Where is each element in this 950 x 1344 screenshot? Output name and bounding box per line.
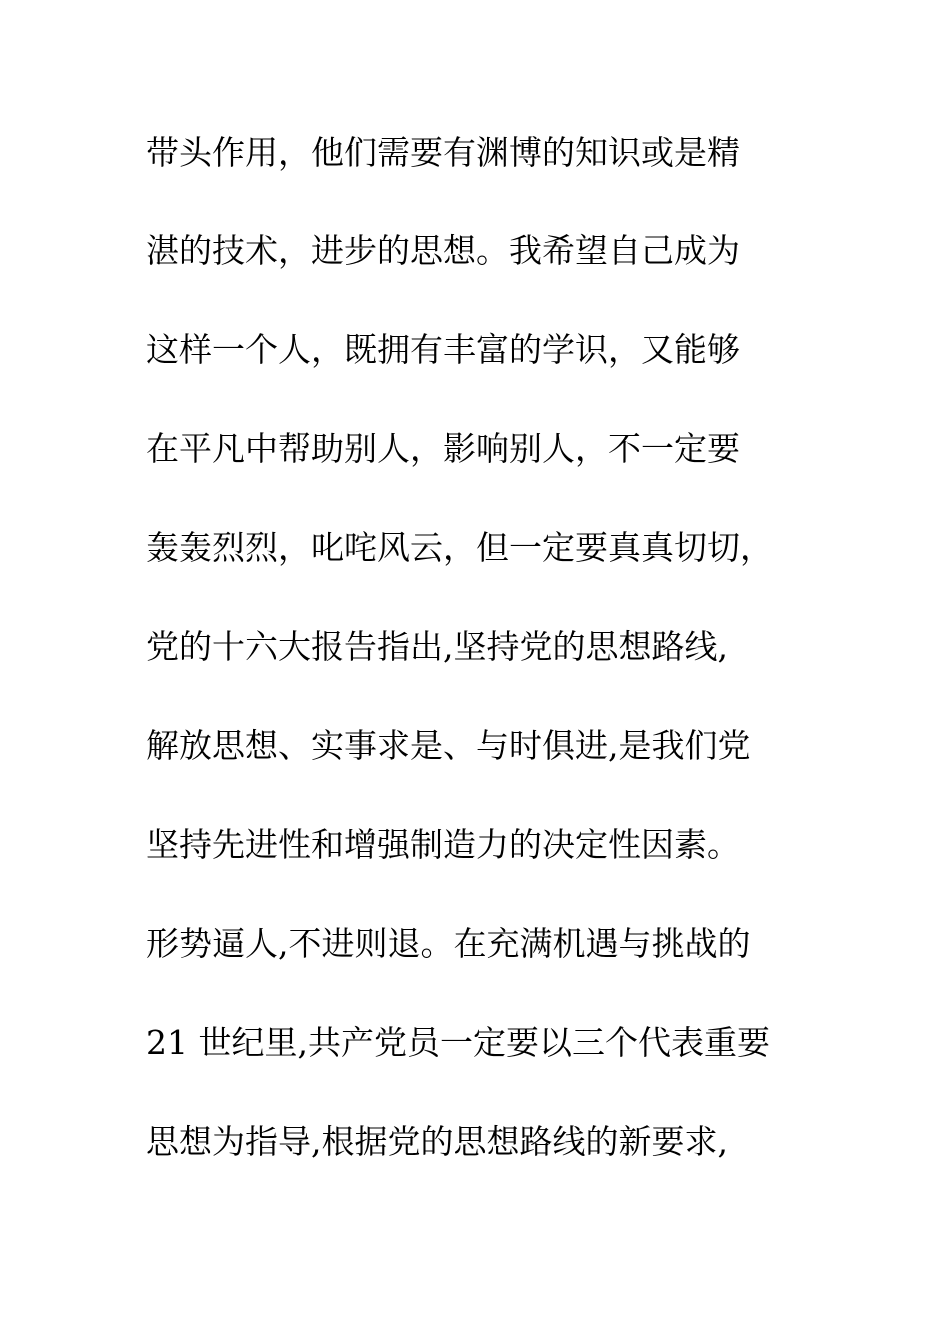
body-text-line: 坚持先进性和增强制造力的决定性因素。 — [146, 825, 740, 864]
body-text-line: 这样一个人，既拥有丰富的学识，又能够 — [146, 330, 740, 369]
body-text-line: 党的十六大报告指出,坚持党的思想路线, — [146, 627, 728, 666]
body-text-line: 湛的技术，进步的思想。我希望自己成为 — [146, 231, 740, 270]
body-text-line: 带头作用，他们需要有渊博的知识或是精 — [146, 133, 740, 172]
body-text-line: 21 世纪里,共产党员一定要以三个代表重要 — [146, 1023, 770, 1062]
body-text-line: 形势逼人,不进则退。在充满机遇与挑战的 — [146, 924, 751, 963]
body-text-line: 思想为指导,根据党的思想路线的新要求, — [146, 1122, 728, 1161]
body-text-line: 在平凡中帮助别人，影响别人，不一定要 — [146, 429, 740, 468]
body-text-line: 轰轰烈烈，叱咤风云，但一定要真真切切， — [146, 528, 773, 567]
body-text-line: 解放思想、实事求是、与时俱进,是我们党 — [146, 726, 751, 765]
